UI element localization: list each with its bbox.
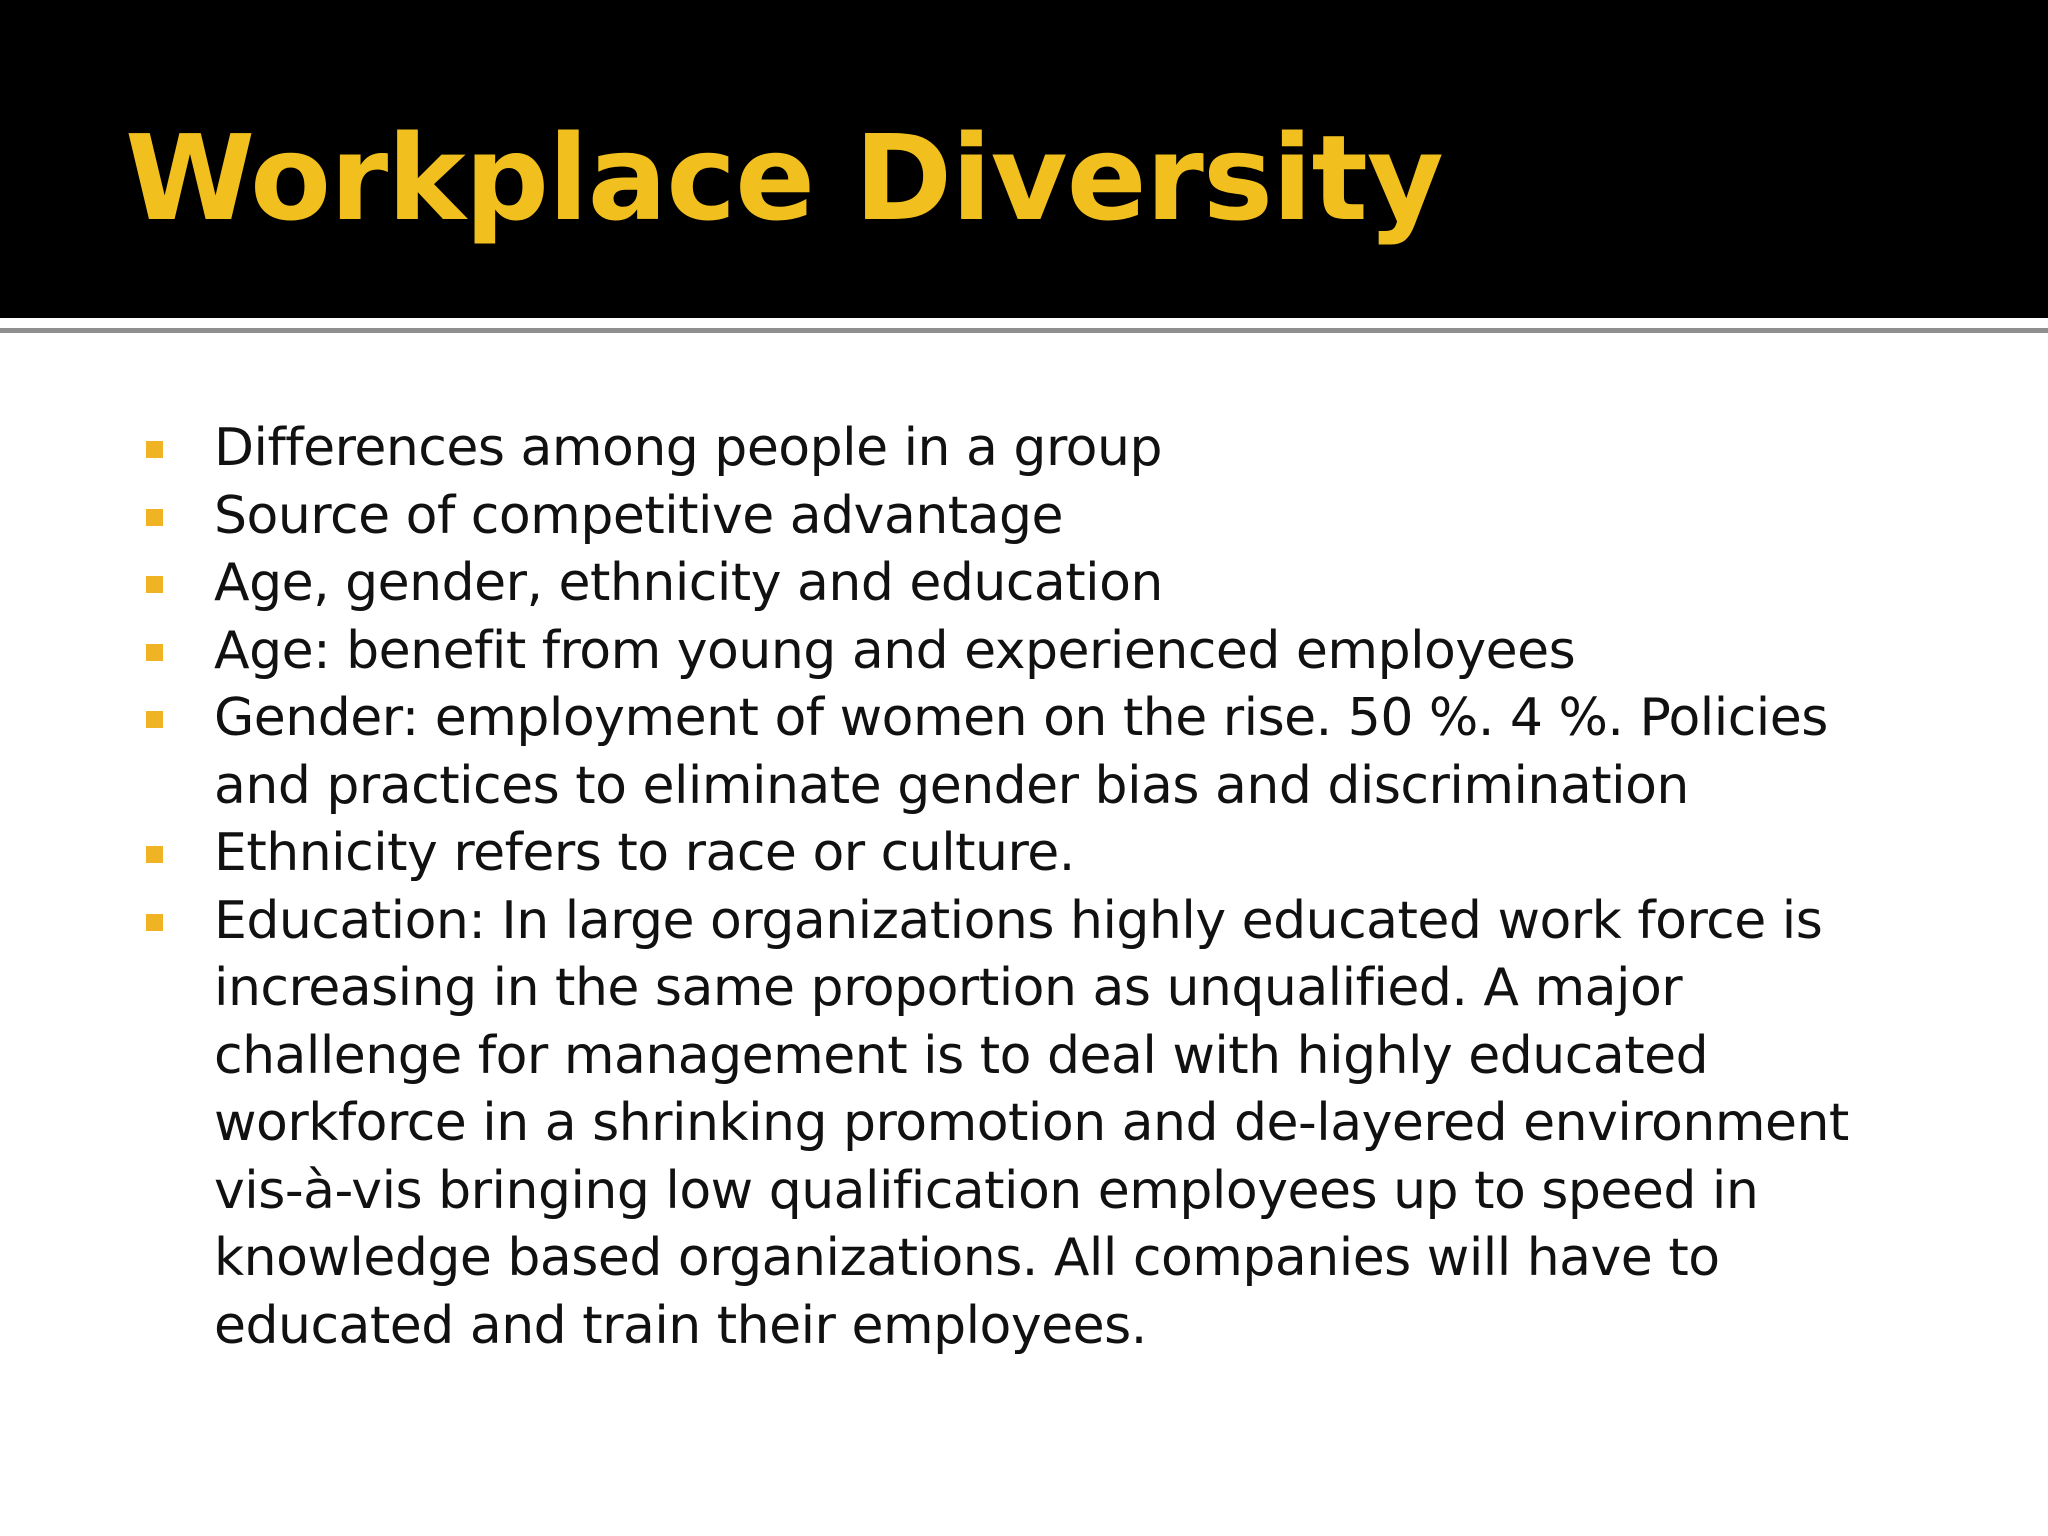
bullet-text: Ethnicity refers to race or culture. xyxy=(214,823,1075,883)
bullet-text: Education: In large organizations highly educated work force is increasing in the same proportion as unqualified. A major challenge for management is to deal with highly educated workforce in a shrinking promotion and de-layered environment vis-à-vis bringing low qualification employees up to speed in knowledge based organizations. All companies will have to educated and train their employees. xyxy=(214,890,1849,1356)
bullet-text: Age, gender, ethnicity and education xyxy=(214,553,1163,613)
bullet-text: Differences among people in a group xyxy=(214,418,1162,478)
bullet-item xyxy=(140,483,1940,551)
title-bar xyxy=(0,0,2048,318)
bullet-item xyxy=(140,685,1940,820)
square-bullet-icon xyxy=(146,914,163,931)
square-bullet-icon xyxy=(146,441,163,458)
bullet-item xyxy=(140,820,1940,888)
bullet-list xyxy=(140,415,1940,1360)
square-bullet-icon xyxy=(146,846,163,863)
bullet-text: Gender: employment of women on the rise. 50 %. 4 %. Policies and practices to eliminate gender bias and discrimination xyxy=(214,688,1828,816)
bullet-text: Source of competitive advantage xyxy=(214,485,1064,546)
bullet-item xyxy=(140,415,1940,483)
bullet-item xyxy=(140,888,1940,1361)
title-divider-gap xyxy=(0,318,2048,328)
square-bullet-icon xyxy=(146,509,163,526)
slide-title: Workplace Diversity xyxy=(125,109,1443,247)
square-bullet-icon xyxy=(146,644,163,661)
bullet-item xyxy=(140,618,1940,686)
bullet-text: Age: benefit from young and experienced employees xyxy=(214,620,1576,681)
square-bullet-icon xyxy=(146,711,163,728)
bullet-item xyxy=(140,550,1940,618)
square-bullet-icon xyxy=(146,576,163,593)
title-divider-line xyxy=(0,328,2048,333)
